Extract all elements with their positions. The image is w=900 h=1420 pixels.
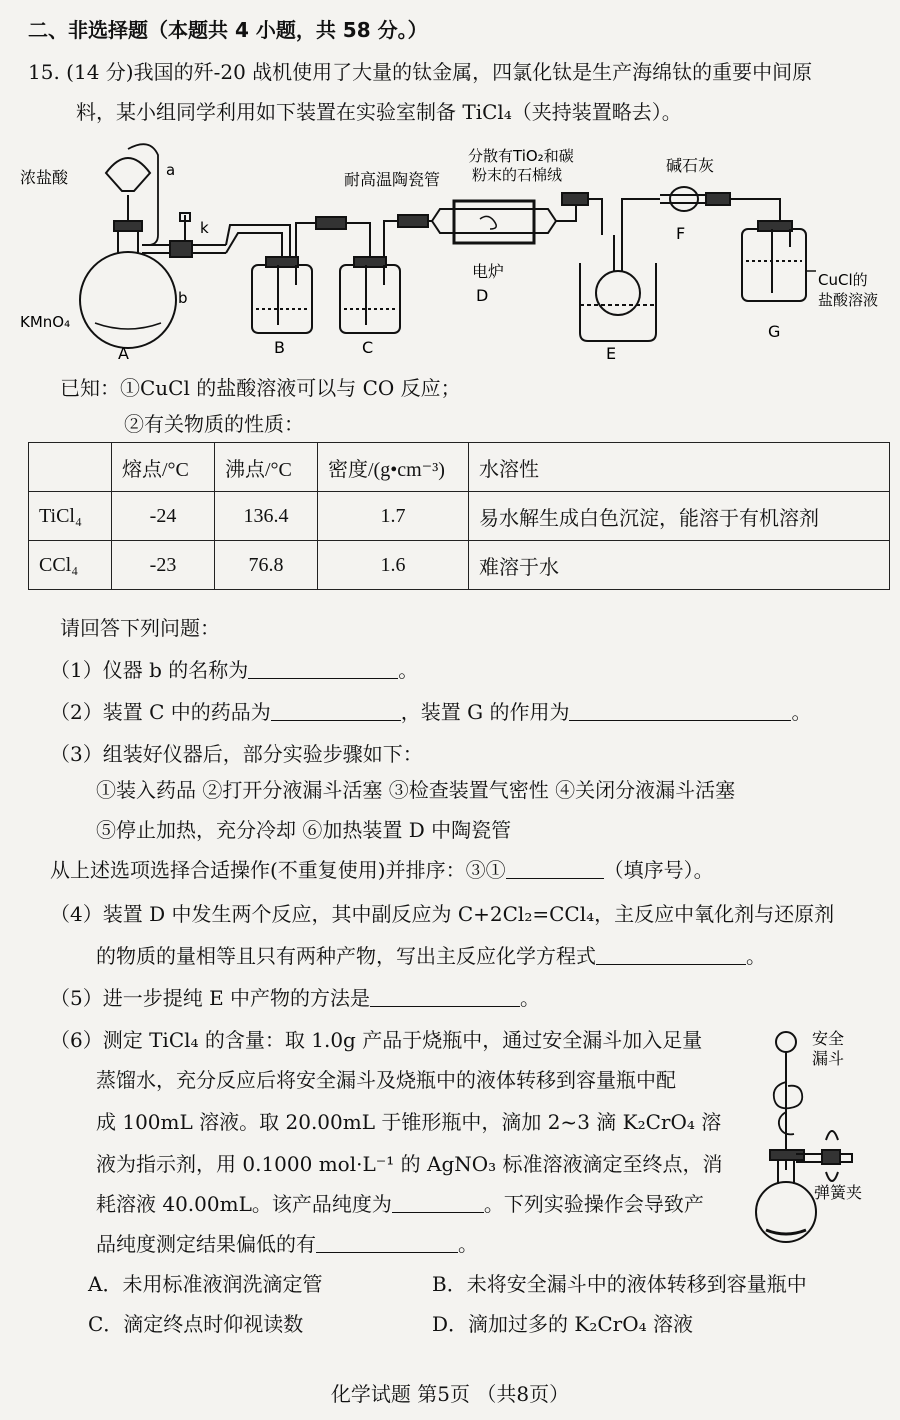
label-cucl-1: CuCl的 <box>818 271 868 289</box>
q6-end: 。 <box>458 1232 478 1256</box>
question-points: (14 分) <box>66 60 134 84</box>
label-D: D <box>476 286 489 305</box>
table-header-row <box>29 443 890 492</box>
table-cell: 136.4 <box>215 492 318 541</box>
q6-text-5b: 。下列实验操作会导致产 <box>483 1192 704 1216</box>
q6-line6 <box>96 1230 478 1258</box>
known-line2: ②有关物质的性质： <box>124 412 304 436</box>
q2-purpose-blank[interactable] <box>569 700 791 721</box>
table-header: 密度/(g•cm⁻³) <box>318 443 469 492</box>
table-cell: 1.6 <box>318 541 469 590</box>
label-B: B <box>274 338 285 357</box>
q5-answer-blank[interactable] <box>370 986 520 1007</box>
table-row <box>29 492 890 541</box>
label-k: k <box>200 219 209 237</box>
q6-text-5: 耗溶液 40.00mL。该产品纯度为 <box>96 1192 392 1216</box>
prompt: 请回答下列问题： <box>60 616 220 640</box>
beaker-e <box>580 263 656 341</box>
intro-text-1: 我国的歼-20 战机使用了大量的钛金属，四氯化钛是生产海绵钛的重要中间原 <box>133 60 813 84</box>
section-title: 二、非选择题（本题共 4 小题，共 58 分。） <box>28 18 428 42</box>
safety-funnel-diagram <box>752 1020 892 1250</box>
label-safety-funnel-2: 漏斗 <box>812 1049 845 1068</box>
q4-end: 。 <box>746 944 766 968</box>
table-cell: 1.7 <box>318 492 469 541</box>
q2-text: （2）装置 C 中的药品为 <box>50 700 271 724</box>
q4-line1: （4）装置 D 中发生两个反应，其中副反应为 C+2Cl₂=CCl₄，主反应中氧化剂与还原剂 <box>50 902 835 926</box>
label-hcl: 浓盐酸 <box>20 168 69 187</box>
q2-text-mid: ，装置 G 的作用为 <box>400 700 570 724</box>
q3-steps2: ⑤停止加热，充分冷却 ⑥加热装置 D 中陶瓷管 <box>96 818 512 842</box>
q1-end: 。 <box>398 658 419 682</box>
q5-text: （5）进一步提纯 E 中产物的方法是 <box>50 986 371 1010</box>
option-d[interactable]: D．滴加过多的 K₂CrO₄ 溶液 <box>432 1312 693 1336</box>
q3-order <box>50 856 714 884</box>
table-row <box>29 541 890 590</box>
label-b: b <box>178 289 188 307</box>
q6-line3: 成 100mL 溶液。取 20.00mL 于锥形瓶中，滴加 2~3 滴 K₂CrO₄ 溶 <box>96 1110 722 1134</box>
label-wool-2: 粉末的石棉绒 <box>472 166 563 184</box>
q6-line4: 液为指示剂，用 0.1000 mol·L⁻¹ 的 AgNO₃ 标准溶液滴定至终点，消 <box>96 1152 723 1176</box>
table-cell: -23 <box>112 541 215 590</box>
question-intro-line2: 料，某小组同学利用如下装置在实验室制备 TiCl₄（夹持装置略去）。 <box>76 100 682 124</box>
dropping-funnel <box>106 158 150 191</box>
label-wool-1: 分散有TiO₂和碳 <box>468 147 574 165</box>
q6-line5 <box>96 1190 704 1218</box>
label-G: G <box>768 322 781 341</box>
q6-purity-blank[interactable] <box>392 1192 484 1213</box>
label-E: E <box>606 344 617 363</box>
known-line1: 已知：①CuCl 的盐酸溶液可以与 CO 反应； <box>60 376 461 400</box>
label-C: C <box>362 338 374 357</box>
table-cell: 易水解生成白色沉淀，能溶于有机溶剂 <box>469 492 890 541</box>
q6-text-6: 品纯度测定结果偏低的有 <box>96 1232 316 1256</box>
table-cell: TiCl₄ <box>29 492 112 541</box>
q3-order-end: （填序号）。 <box>603 858 714 882</box>
q2-reagent-blank[interactable] <box>271 700 401 721</box>
option-c[interactable]: C．滴定终点时仰视读数 <box>88 1312 304 1336</box>
label-a: a <box>166 161 176 179</box>
q6-line2: 蒸馏水，充分反应后将安全漏斗及烧瓶中的液体转移到容量瓶中配 <box>96 1068 676 1092</box>
q1-answer-blank[interactable] <box>248 658 398 679</box>
option-a[interactable]: A．未用标准液润洗滴定管 <box>88 1272 323 1296</box>
q4-text: 的物质的量相等且只有两种产物，写出主反应化学方程式 <box>96 944 596 968</box>
q2 <box>50 698 811 726</box>
bottle-g <box>742 229 806 301</box>
table-cell: -24 <box>112 492 215 541</box>
label-kmno4: KMnO₄ <box>20 313 71 331</box>
table-header: 水溶性 <box>469 443 890 492</box>
label-F: F <box>676 224 686 243</box>
label-A: A <box>118 344 129 363</box>
q6-choices-blank[interactable] <box>316 1232 458 1253</box>
q3-order-blank[interactable] <box>506 858 604 879</box>
table-cell: 难溶于水 <box>469 541 890 590</box>
q6-line1: （6）测定 TiCl₄ 的含量：取 1.0g 产品于烧瓶中，通过安全漏斗加入足量 <box>50 1028 703 1052</box>
label-furnace: 电炉 <box>472 262 505 281</box>
label-sodalime: 碱石灰 <box>666 156 715 175</box>
q1 <box>50 656 418 684</box>
label-ceramic-tube: 耐高温陶瓷管 <box>344 170 441 189</box>
q4-equation-blank[interactable] <box>596 944 746 965</box>
q4-line2 <box>96 942 766 970</box>
flask-b <box>80 252 176 348</box>
q3-line1: （3）组装好仪器后，部分实验步骤如下： <box>50 742 423 766</box>
table-header <box>29 443 112 492</box>
q5-end: 。 <box>520 986 541 1010</box>
label-spring-clip: 弹簧夹 <box>814 1183 863 1202</box>
table-header: 熔点/°C <box>112 443 215 492</box>
q1-text: （1）仪器 b 的名称为 <box>50 658 249 682</box>
q2-end: 。 <box>791 700 812 724</box>
properties-table <box>28 442 890 590</box>
question-intro-line1 <box>28 58 812 86</box>
q5 <box>50 984 540 1012</box>
question-number: 15. <box>28 60 60 84</box>
page-footer: 化学试题 第5页 （共8页） <box>330 1382 570 1406</box>
option-b[interactable]: B．未将安全漏斗中的液体转移到容量瓶中 <box>432 1272 807 1296</box>
apparatus-diagram <box>20 135 900 365</box>
table-cell: CCl₄ <box>29 541 112 590</box>
bottle-c <box>340 265 400 333</box>
q3-order-text: 从上述选项选择合适操作(不重复使用)并排序：③① <box>50 858 506 882</box>
q3-steps1: ①装入药品 ②打开分液漏斗活塞 ③检查装置气密性 ④关闭分液漏斗活塞 <box>96 778 736 802</box>
label-safety-funnel-1: 安全 <box>812 1029 845 1048</box>
drying-tube-f <box>670 187 698 211</box>
bottle-b <box>252 265 312 333</box>
table-header: 沸点/°C <box>215 443 318 492</box>
label-cucl-2: 盐酸溶液 <box>818 291 879 309</box>
table-cell: 76.8 <box>215 541 318 590</box>
